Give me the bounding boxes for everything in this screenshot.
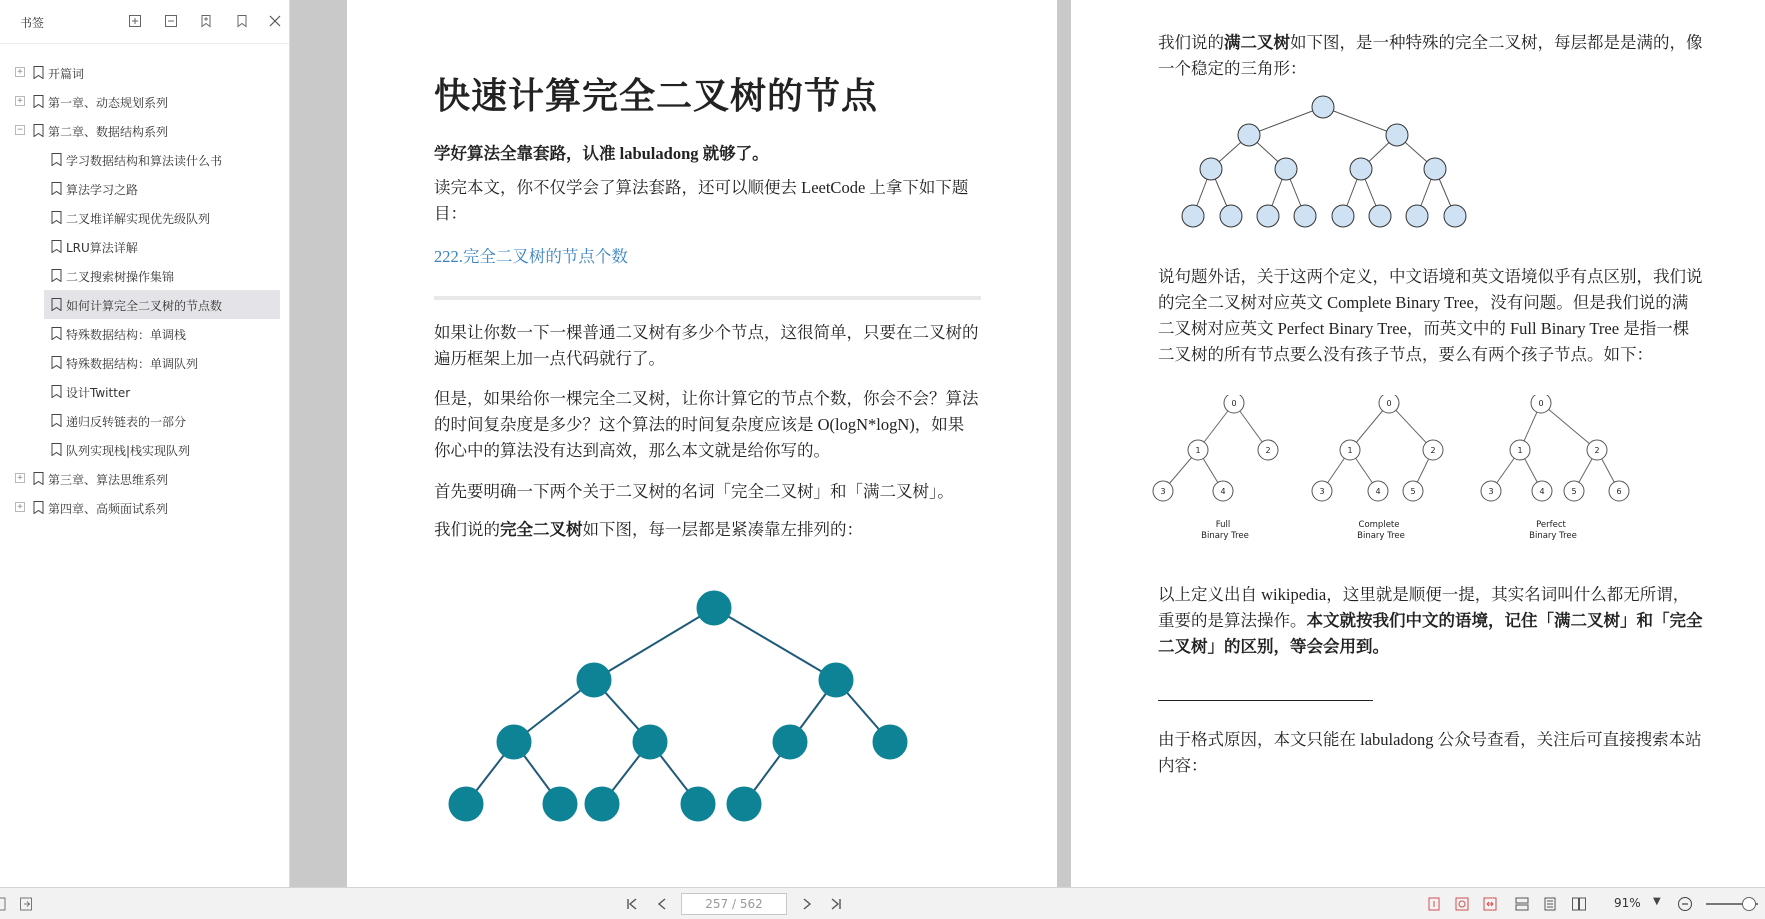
diagram-caption: Binary Tree (1357, 531, 1405, 541)
tree-node (819, 663, 853, 697)
bookmark-item[interactable] (0, 406, 290, 435)
tree-edge (594, 608, 714, 680)
tree-node-label: 3 (1488, 486, 1494, 496)
tree-node (577, 663, 611, 697)
perfect-binary-tree-figure (1171, 95, 1501, 255)
bookmark-item[interactable] (0, 377, 290, 406)
bookmark-label: 第二章、数据结构系列 (48, 125, 169, 139)
intro-paragraph (434, 175, 994, 227)
tree-node-label: 3 (1160, 486, 1166, 496)
tree-node (585, 787, 619, 821)
tree-node (1386, 124, 1408, 146)
bookmark-label: 算法学习之路 (66, 183, 139, 197)
bookmark-icon (51, 443, 62, 456)
page-number-input[interactable] (681, 893, 787, 915)
tree-node (727, 787, 761, 821)
diagram-caption: Full (1215, 520, 1231, 530)
paragraph (434, 320, 994, 372)
text-line: 读完本文，你不仅学会了算法套路，还可以顺便去 LeetCode 上拿下如下题 (434, 178, 969, 197)
text-line: 但是，如果给你一棵完全二叉树，让你计算它的节点个数，你会不会？算法 (434, 389, 979, 408)
text-run: 如下图，每一层都是紧凑靠左排列的： (582, 520, 863, 539)
tree-node (633, 725, 667, 759)
expand-all-icon[interactable] (126, 12, 144, 30)
document-viewport[interactable] (290, 0, 1765, 887)
text-run: 重要的是算法操作。 (1158, 611, 1307, 630)
bookmark-item[interactable] (0, 319, 290, 348)
bookmark-item[interactable] (0, 435, 290, 464)
tree-node-label: 0 (1231, 398, 1237, 408)
complete-binary-tree-figure (434, 570, 934, 850)
collapse-all-icon[interactable] (162, 12, 180, 30)
tree-node-label: 0 (1386, 398, 1392, 408)
tree-node (697, 591, 731, 625)
close-icon[interactable] (266, 12, 284, 30)
tree-edge (1323, 107, 1397, 135)
tree-node-label: 6 (1616, 486, 1622, 496)
zoom-level[interactable]: 91% (1614, 896, 1641, 910)
bold-term: 满二叉树 (1224, 33, 1290, 52)
tree-node (1444, 205, 1466, 227)
bookmark-label: 特殊数据结构：单调队列 (66, 357, 199, 371)
paragraph (1158, 30, 1728, 82)
tree-node-label: 2 (1430, 445, 1436, 455)
paragraph (1158, 727, 1728, 779)
add-bookmark-icon[interactable] (197, 12, 215, 30)
text-line: 遍历框架上加一点代码就行了。 (434, 349, 665, 368)
text-line (1158, 608, 1728, 634)
tree-types-comparison-figure (1151, 395, 1671, 570)
bookmark-icon (33, 66, 44, 79)
bookmark-icon (33, 95, 44, 108)
text-line: 内容： (1158, 756, 1208, 775)
bookmark-label: 递归反转链表的一部分 (66, 415, 187, 429)
tree-node (1424, 158, 1446, 180)
tree-edge (1541, 403, 1597, 450)
tree-node-label: 1 (1517, 445, 1523, 455)
tree-node (543, 787, 577, 821)
sidebar-toggle-icon[interactable] (0, 894, 16, 914)
tree-node (1200, 158, 1222, 180)
text-line (1158, 30, 1728, 56)
article-title: 快速计算完全二叉树的节点 (434, 76, 879, 116)
tree-node-label: 2 (1594, 445, 1600, 455)
bookmark-item[interactable] (0, 203, 290, 232)
single-page-view-icon[interactable] (1424, 894, 1444, 914)
bold-term: 完全二叉树 (500, 520, 583, 539)
bookmark-label: 如何计算完全二叉树的节点数 (66, 299, 223, 313)
bookmark-icon (51, 327, 62, 340)
tree-node-label: 4 (1375, 486, 1381, 496)
bookmark-label: 队列实现栈|栈实现队列 (66, 444, 191, 458)
tree-node (773, 725, 807, 759)
tree-node-label: 4 (1539, 486, 1545, 496)
first-page-icon[interactable] (622, 894, 642, 914)
fit-page-icon[interactable] (1452, 894, 1472, 914)
bookmark-label: LRU算法详解 (66, 241, 138, 255)
text-line: 二叉树的所有节点要么没有孩子节点，要么有两个孩子节点。如下： (1158, 345, 1653, 364)
tree-node-label: 1 (1347, 445, 1353, 455)
bookmark-icon (51, 385, 62, 398)
paragraph (1158, 264, 1728, 368)
tree-node-label: 2 (1265, 445, 1271, 455)
bookmark-item[interactable] (0, 493, 290, 522)
tree-node (497, 725, 531, 759)
bookmark-tree (0, 58, 290, 522)
tree-node-label: 0 (1538, 398, 1544, 408)
expand-icon[interactable]: + (15, 502, 25, 512)
text-line: 的完全二叉树对应英文 Complete Binary Tree，没有问题。但是我们说的满 (1158, 293, 1689, 312)
bookmark-icon[interactable] (233, 12, 251, 30)
page-view-icon[interactable] (1540, 894, 1560, 914)
text-line: 目： (434, 204, 467, 223)
bookmark-item[interactable] (44, 290, 280, 319)
tree-node-label: 5 (1410, 486, 1416, 496)
tree-node (681, 787, 715, 821)
text-line: 以上定义出自 wikipedia，这里就是顺便一提，其实名词叫什么都无所谓， (1158, 585, 1690, 604)
diagram-caption: Binary Tree (1529, 531, 1577, 541)
paragraph (434, 517, 994, 543)
bookmark-icon (51, 182, 62, 195)
bold-text: 二叉树」的区别，等会会用到。 (1158, 637, 1389, 656)
tree-node (1257, 205, 1279, 227)
bookmark-item[interactable] (0, 464, 290, 493)
bookmark-icon (33, 472, 44, 485)
bookmark-label: 二叉搜索树操作集锦 (66, 270, 175, 284)
text-line: 二叉树对应英文 Perfect Binary Tree，而英文中的 Full Binary Tree 是指一棵 (1158, 319, 1690, 338)
next-page-icon[interactable] (797, 894, 817, 914)
tree-node-label: 1 (1195, 445, 1201, 455)
text-run: 我们说的 (434, 520, 500, 539)
tree-node (1294, 205, 1316, 227)
text-line: 如果让你数一下一棵普通二叉树有多少个节点，这很简单，只要在二叉树的 (434, 323, 979, 342)
last-page-icon[interactable] (826, 894, 846, 914)
bookmark-item[interactable] (0, 232, 290, 261)
bookmark-icon (51, 153, 62, 166)
bookmark-panel-header (0, 0, 289, 44)
section-divider (434, 296, 981, 300)
bookmark-label: 设计Twitter (66, 386, 131, 400)
bookmark-icon (51, 414, 62, 427)
paragraph: 首先要明确一下两个关于二叉树的名词「完全二叉树」和「满二叉树」。 (434, 482, 954, 501)
tree-node (1406, 205, 1428, 227)
bookmark-panel (0, 0, 290, 887)
bookmark-panel-title: 书签 (20, 16, 45, 30)
bookmark-label: 特殊数据结构：单调栈 (66, 328, 187, 342)
expand-icon[interactable]: + (15, 96, 25, 106)
document-page-258 (1071, 0, 1765, 887)
text-run: 我们说的 (1158, 33, 1224, 52)
bookmark-label: 开篇词 (48, 67, 85, 81)
text-line: 一个稳定的三角形： (1158, 59, 1307, 78)
expand-icon[interactable]: + (15, 473, 25, 483)
diagram-caption: Complete (1358, 520, 1400, 530)
bookmark-label: 第三章、算法思维系列 (48, 473, 169, 487)
bookmark-item[interactable] (0, 261, 290, 290)
bookmark-item[interactable] (0, 174, 290, 203)
two-page-view-icon[interactable] (1569, 894, 1589, 914)
diagram-caption: Binary Tree (1201, 531, 1249, 541)
text-line: 由于格式原因，本文只能在 labuladong 公众号查看，关注后可直接搜索本站 (1158, 730, 1702, 749)
bookmark-icon (51, 356, 62, 369)
document-page-257 (347, 0, 1057, 887)
zoom-dropdown-icon[interactable]: ▼ (1653, 896, 1661, 907)
bookmark-item[interactable] (0, 116, 290, 145)
bookmark-label: 学习数据结构和算法读什么书 (66, 154, 223, 168)
tree-edge (714, 608, 836, 680)
tree-node-label: 4 (1220, 486, 1226, 496)
collapse-icon[interactable]: − (15, 125, 25, 135)
text-run: 如下图，是一种特殊的完全二叉树，每层都是是满的，像 (1290, 33, 1703, 52)
fit-width-icon[interactable] (1480, 894, 1500, 914)
add-page-icon[interactable] (16, 894, 36, 914)
text-line (1158, 634, 1728, 660)
bookmark-icon (51, 298, 62, 311)
bookmark-icon (51, 240, 62, 253)
expand-icon[interactable]: + (15, 67, 25, 77)
text-line: 说句题外话，关于这两个定义，中文语境和英文语境似乎有点区别，我们说 (1158, 267, 1703, 286)
leetcode-problem-link[interactable]: 222.完全二叉树的节点个数 (434, 247, 628, 266)
bookmark-item[interactable] (0, 145, 290, 174)
tree-node (449, 787, 483, 821)
zoom-out-icon[interactable] (1675, 894, 1695, 914)
tree-node (1369, 205, 1391, 227)
tree-node (1312, 96, 1334, 118)
bold-text: 本文就按我们中文的语境，记住「满二叉树」和「完全 (1306, 611, 1703, 630)
tree-node (873, 725, 907, 759)
bookmark-item[interactable] (0, 58, 290, 87)
horizontal-rule (1158, 700, 1373, 701)
bookmark-icon (51, 269, 62, 282)
tree-edge (1249, 107, 1323, 135)
bookmark-label: 二叉堆详解实现优先级队列 (66, 212, 211, 226)
tree-node (1238, 124, 1260, 146)
bookmark-label: 第一章、动态规划系列 (48, 96, 169, 110)
bookmark-item[interactable] (0, 87, 290, 116)
paragraph (1158, 582, 1728, 660)
previous-page-icon[interactable] (652, 894, 672, 914)
paragraph (434, 386, 994, 464)
status-bar (0, 887, 1765, 919)
zoom-slider-handle[interactable] (1742, 897, 1756, 911)
bookmark-icon (33, 124, 44, 137)
tree-node-label: 3 (1319, 486, 1325, 496)
bookmark-label: 第四章、高频面试系列 (48, 502, 169, 516)
tree-node (1220, 205, 1242, 227)
text-line: 你心中的算法没有达到高效，那么本文就是给你写的。 (434, 441, 830, 460)
diagram-caption: Perfect (1536, 520, 1566, 530)
tree-node (1182, 205, 1204, 227)
tree-node (1350, 158, 1372, 180)
tree-node (1332, 205, 1354, 227)
bookmark-icon (51, 211, 62, 224)
continuous-view-icon[interactable] (1512, 894, 1532, 914)
text-line: 的时间复杂度是多少？这个算法的时间复杂度应该是 O(logN*logN)，如果 (434, 415, 965, 434)
bookmark-icon (33, 501, 44, 514)
tree-node (1275, 158, 1297, 180)
article-subtitle: 学好算法全靠套路，认准 labuladong 就够了。 (434, 144, 769, 163)
bookmark-item[interactable] (0, 348, 290, 377)
tree-node-label: 5 (1571, 486, 1577, 496)
